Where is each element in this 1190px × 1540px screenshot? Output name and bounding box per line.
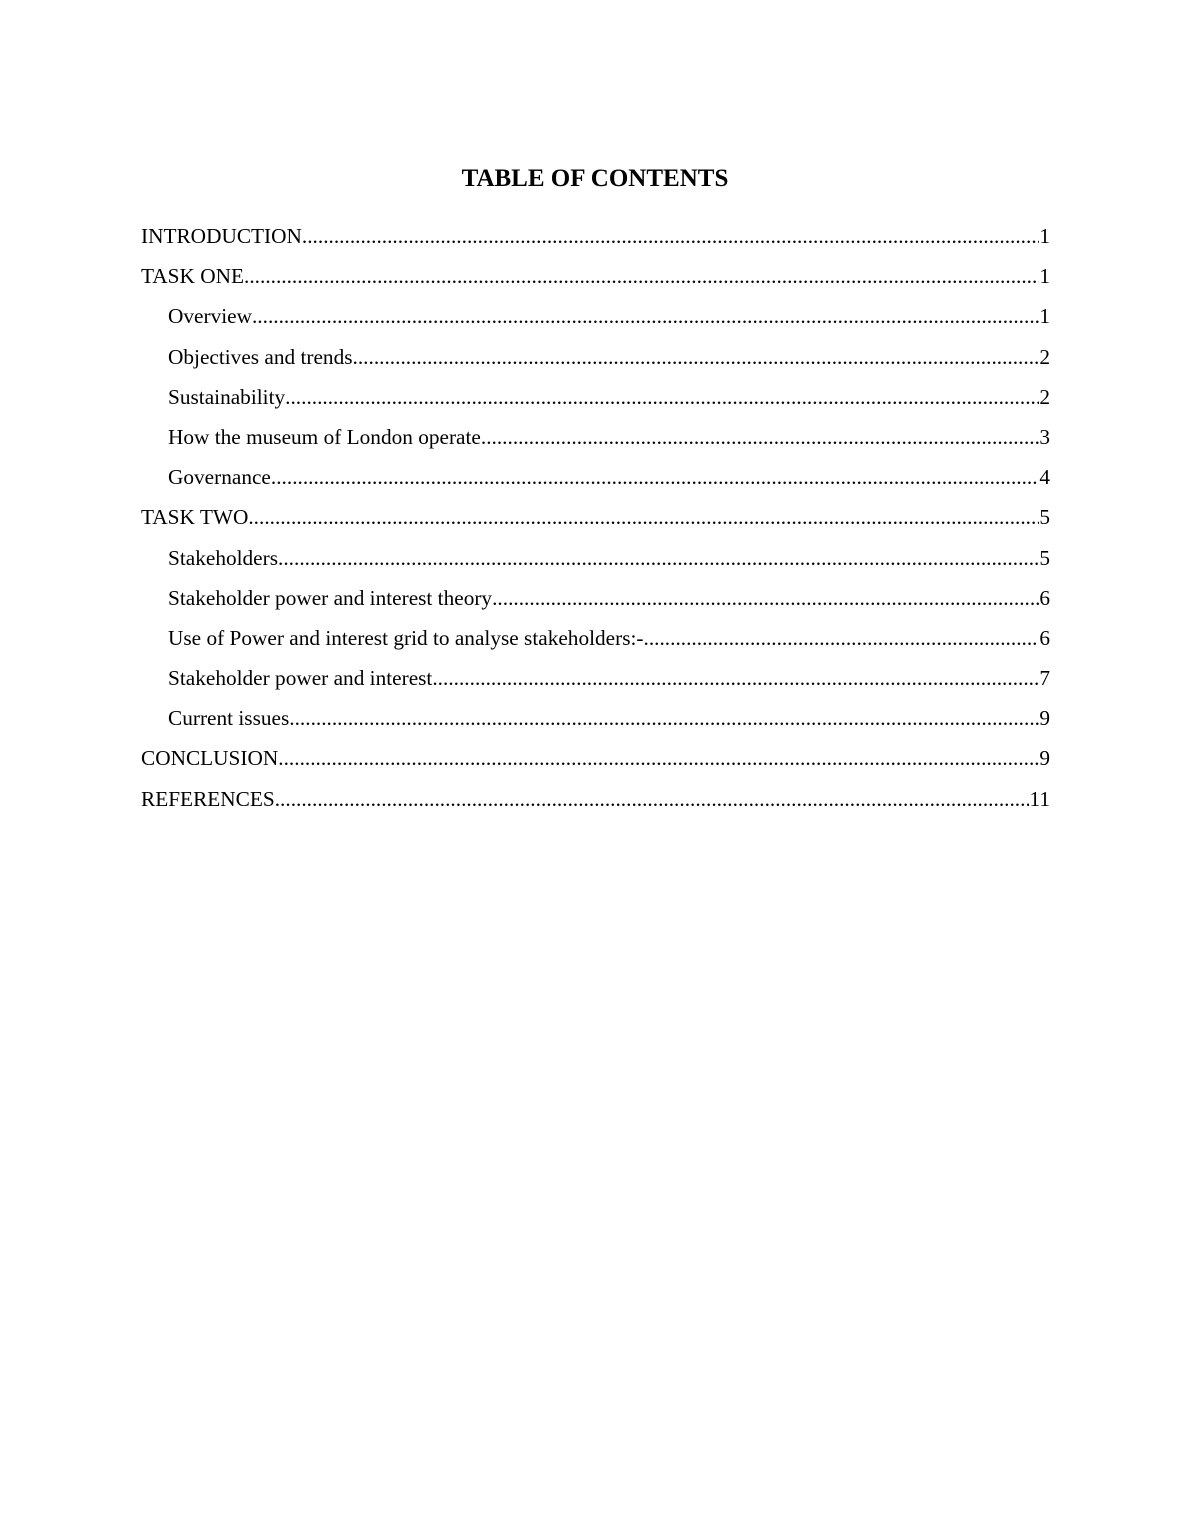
toc-dot-leader — [252, 299, 1039, 333]
toc-title: TABLE OF CONTENTS — [461, 165, 729, 192]
toc-dot-leader — [644, 621, 1040, 655]
toc-entry-label: Governance — [168, 465, 271, 490]
toc-entry[interactable] — [141, 420, 1050, 460]
toc-page-number: 9 — [1039, 706, 1050, 731]
toc-dot-leader — [278, 741, 1039, 775]
toc-entry[interactable] — [141, 661, 1050, 701]
toc-entry[interactable] — [141, 340, 1050, 380]
toc-entry[interactable] — [141, 299, 1050, 339]
toc-page-number: 9 — [1039, 746, 1050, 771]
toc-entry-label: Sustainability — [168, 384, 286, 409]
toc-entry-label: Objectives and trends — [168, 344, 353, 369]
toc-dot-leader — [275, 782, 1030, 816]
toc-entry-label: Current issues — [168, 706, 290, 731]
toc-entry-label: Stakeholder power and interest — [168, 666, 433, 691]
toc-entry[interactable] — [141, 259, 1050, 299]
toc-page-number: 7 — [1039, 666, 1050, 691]
toc-page-number: 1 — [1039, 304, 1050, 329]
toc-page-number: 5 — [1039, 545, 1050, 570]
toc-dot-leader — [278, 541, 1039, 575]
toc-page-number: 1 — [1039, 224, 1050, 248]
toc-page-number: 5 — [1039, 505, 1050, 530]
toc-entry[interactable] — [141, 621, 1050, 661]
toc-entry[interactable] — [141, 500, 1050, 540]
toc-entry-label: TASK ONE — [141, 264, 245, 289]
toc-entry[interactable] — [141, 541, 1050, 581]
toc-dot-leader — [285, 380, 1039, 414]
toc-dot-leader — [432, 661, 1039, 695]
toc-page-number: 11 — [1029, 786, 1050, 811]
toc-page-number: 4 — [1039, 465, 1050, 490]
toc-dot-leader — [302, 219, 1039, 253]
toc-dot-leader — [248, 500, 1039, 534]
toc-entry-label: Overview — [168, 304, 252, 329]
toc-dot-leader — [481, 420, 1039, 454]
toc-entry-label: Stakeholder power and interest theory — [168, 585, 493, 610]
toc-entry[interactable] — [141, 460, 1050, 500]
toc-entry[interactable] — [141, 701, 1050, 741]
toc-entry-label: Use of Power and interest grid to analyse stakeholders:- — [168, 625, 644, 650]
toc-entry[interactable] — [141, 219, 1050, 259]
toc-entry-label: Stakeholders — [168, 545, 279, 570]
toc-entry-label: CONCLUSION — [141, 746, 279, 771]
toc-entry-label: INTRODUCTION — [141, 224, 302, 248]
toc-dot-leader — [353, 340, 1040, 374]
toc-entry-label: How the museum of London operate — [168, 424, 481, 449]
toc-entry-label: TASK TWO — [141, 505, 249, 530]
toc-page-number: 3 — [1039, 424, 1050, 449]
toc-dot-leader — [492, 581, 1039, 615]
toc-page-number: 6 — [1039, 585, 1050, 610]
toc-entry[interactable] — [141, 380, 1050, 420]
toc-page-number: 2 — [1039, 384, 1050, 409]
toc-page-number: 1 — [1039, 264, 1050, 289]
toc-dot-leader — [244, 259, 1039, 293]
toc-entry[interactable] — [141, 741, 1050, 781]
toc-entry[interactable] — [141, 782, 1050, 822]
toc-page-number: 2 — [1039, 344, 1050, 369]
toc-entry[interactable] — [141, 581, 1050, 621]
toc-dot-leader — [271, 460, 1039, 494]
toc-dot-leader — [289, 701, 1039, 735]
toc-page-number: 6 — [1039, 625, 1050, 650]
toc-list — [141, 219, 1050, 822]
toc-entry-label: REFERENCES — [141, 786, 275, 811]
